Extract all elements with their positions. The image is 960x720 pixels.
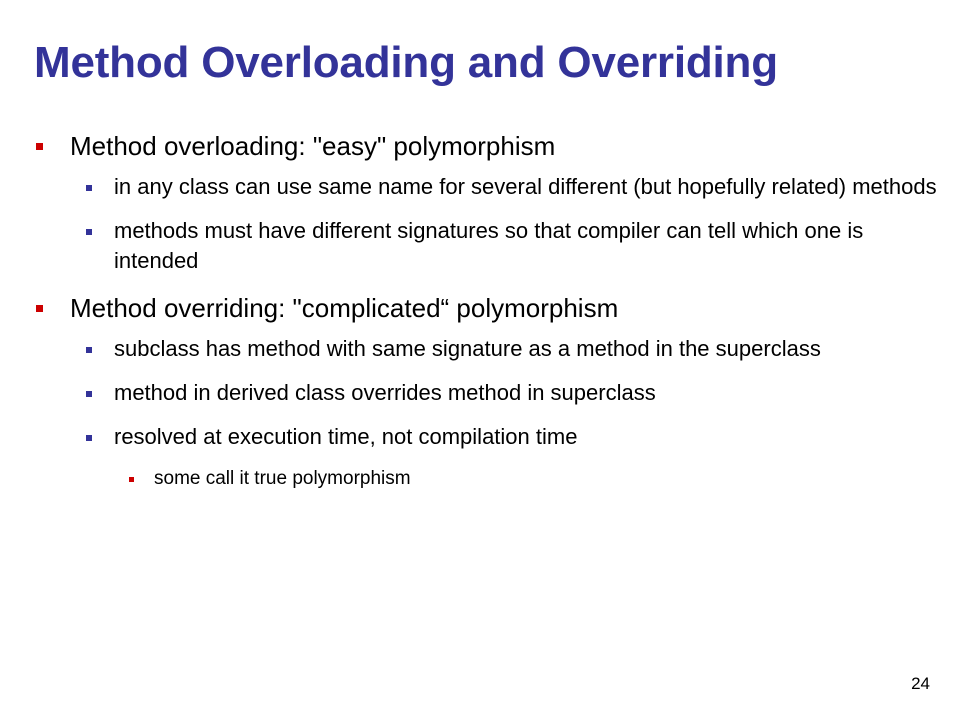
square-bullet-icon	[86, 347, 92, 353]
square-bullet-icon	[86, 185, 92, 191]
sub-bullet-overloading-2	[34, 216, 944, 276]
sub-sub-bullet-overriding	[34, 466, 944, 492]
square-bullet-icon	[36, 143, 43, 150]
square-bullet-icon	[36, 305, 43, 312]
sub-bullet-text: subclass has method with same signature as a method in the superclass	[114, 336, 821, 361]
sub-bullet-text: methods must have different signatures so that compiler can tell which one is intended	[114, 218, 864, 273]
sub-bullet-text: method in derived class overrides method in superclass	[114, 380, 656, 405]
square-bullet-icon	[86, 391, 92, 397]
sub-sub-bullet-text: some call it true polymorphism	[154, 468, 411, 489]
sub-bullet-text: in any class can use same name for several different (but hopefully related) methods	[114, 174, 937, 199]
bullet-text: Method overloading: "easy" polymorphism	[70, 131, 556, 161]
sub-bullet-overriding-1	[34, 334, 944, 364]
slide-title: Method Overloading and Overriding	[34, 38, 778, 87]
bullet-overloading	[34, 128, 944, 164]
slide-content	[34, 128, 944, 502]
bullet-overriding	[34, 290, 944, 326]
square-bullet-icon	[129, 477, 134, 482]
slide-number: 24	[911, 674, 930, 693]
square-bullet-icon	[86, 435, 92, 441]
sub-bullet-text: resolved at execution time, not compilation time	[114, 424, 578, 449]
bullet-text: Method overriding: "complicated“ polymorphism	[70, 293, 619, 323]
sub-bullet-overriding-3	[34, 422, 944, 452]
sub-bullet-overloading-1	[34, 172, 944, 202]
sub-bullet-overriding-2	[34, 378, 944, 408]
square-bullet-icon	[86, 229, 92, 235]
